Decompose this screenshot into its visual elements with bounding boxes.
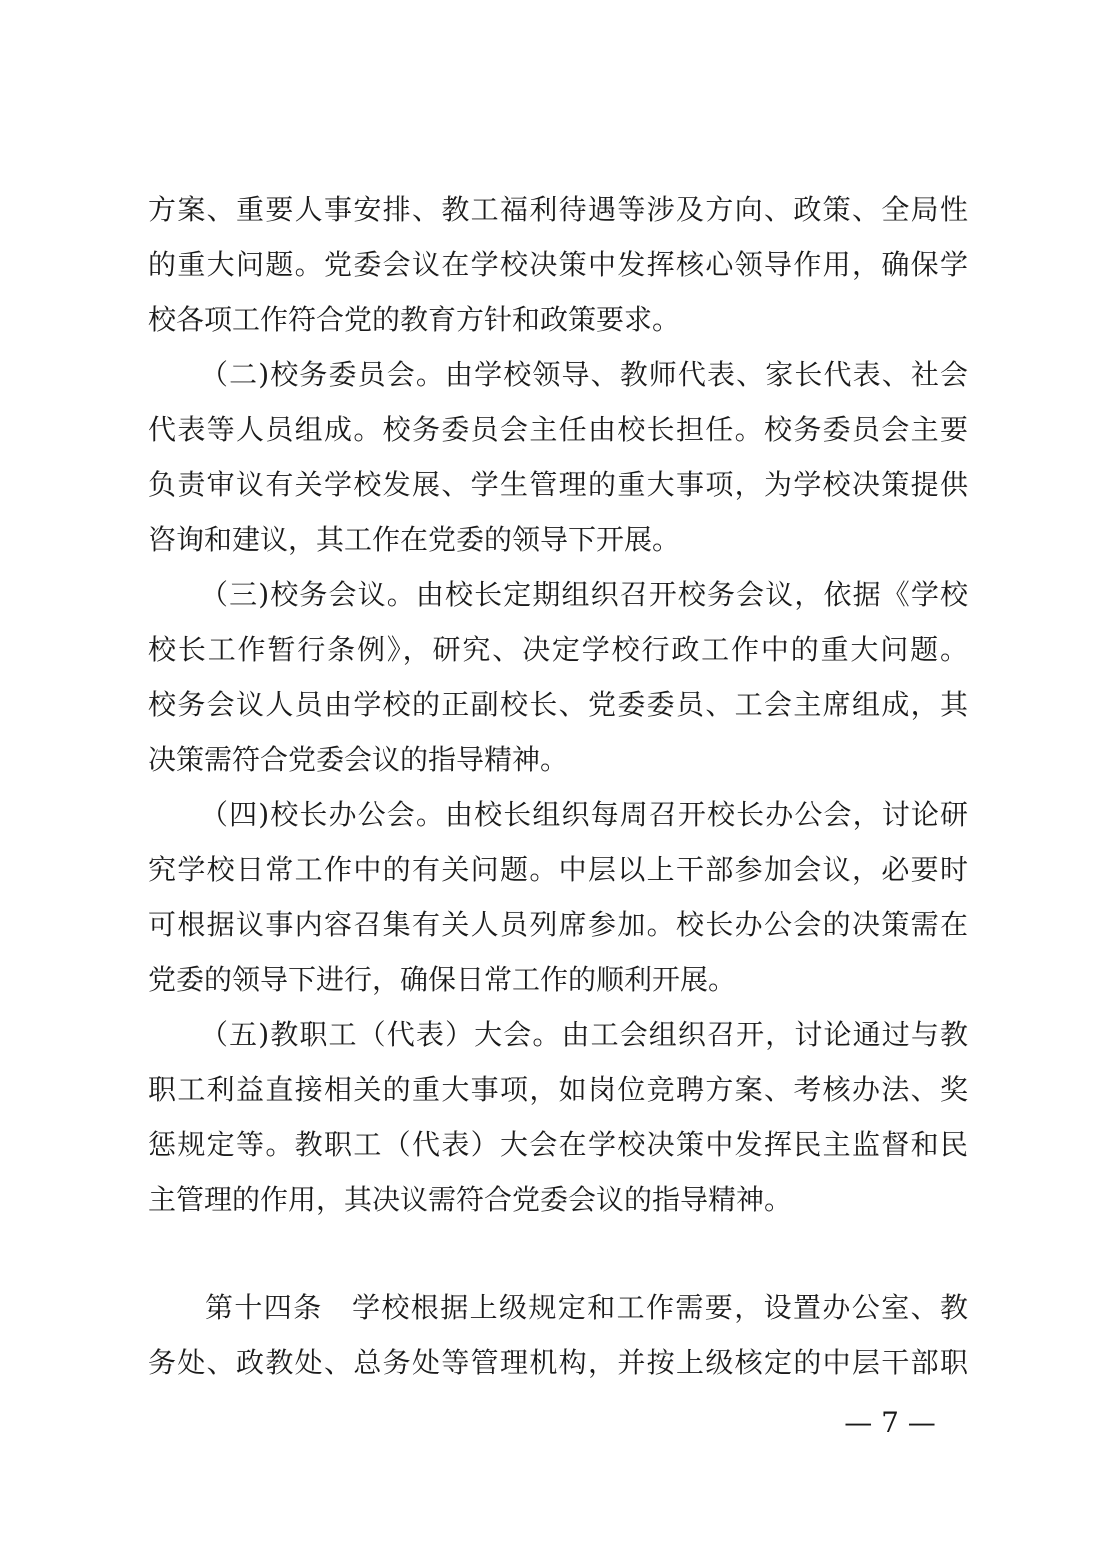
text-line: 负责审议有关学校发展、学生管理的重大事项，为学校决策提供: [148, 468, 968, 501]
article-heading-line: 第十四条 学校根据上级规定和工作需要，设置办公室、教: [205, 1291, 968, 1324]
text-line: 校各项工作符合党的教育方针和政策要求。: [148, 303, 681, 336]
text-line: 务处、政教处、总务处等管理机构，并按上级核定的中层干部职: [148, 1346, 968, 1379]
text-line: 的重大问题。党委会议在学校决策中发挥核心领导作用，确保学: [148, 248, 968, 281]
text-line: 党委的领导下进行，确保日常工作的顺利开展。: [148, 963, 737, 996]
text-line: （四)校长办公会。由校长组织每周召开校长办公会，讨论研: [200, 798, 968, 831]
text-line: 职工利益直接相关的重大事项，如岗位竞聘方案、考核办法、奖: [148, 1073, 968, 1106]
text-line: 惩规定等。教职工（代表）大会在学校决策中发挥民主监督和民: [148, 1128, 968, 1161]
text-line: 咨询和建议，其工作在党委的领导下开展。: [148, 523, 681, 556]
text-line: （五)教职工（代表）大会。由工会组织召开，讨论通过与教: [200, 1018, 968, 1051]
text-line: 主管理的作用，其决议需符合党委会议的指导精神。: [148, 1183, 793, 1216]
text-line: 方案、重要人事安排、教工福利待遇等涉及方向、政策、全局性: [148, 193, 968, 226]
text-line: 代表等人员组成。校务委员会主任由校长担任。校务委员会主要: [148, 413, 968, 446]
page-number: — 7 —: [844, 1406, 936, 1439]
text-line: 决策需符合党委会议的指导精神。: [148, 743, 569, 776]
text-line: 校务会议人员由学校的正副校长、党委委员、工会主席组成，其: [148, 688, 968, 721]
text-line: （三)校务会议。由校长定期组织召开校务会议，依据《学校: [200, 578, 968, 611]
text-line: （二)校务委员会。由学校领导、教师代表、家长代表、社会: [200, 358, 968, 391]
text-line: 究学校日常工作中的有关问题。中层以上干部参加会议，必要时: [148, 853, 968, 886]
text-line: 可根据议事内容召集有关人员列席参加。校长办公会的决策需在: [148, 908, 968, 941]
text-line: 校长工作暂行条例》，研究、决定学校行政工作中的重大问题。: [148, 633, 968, 666]
